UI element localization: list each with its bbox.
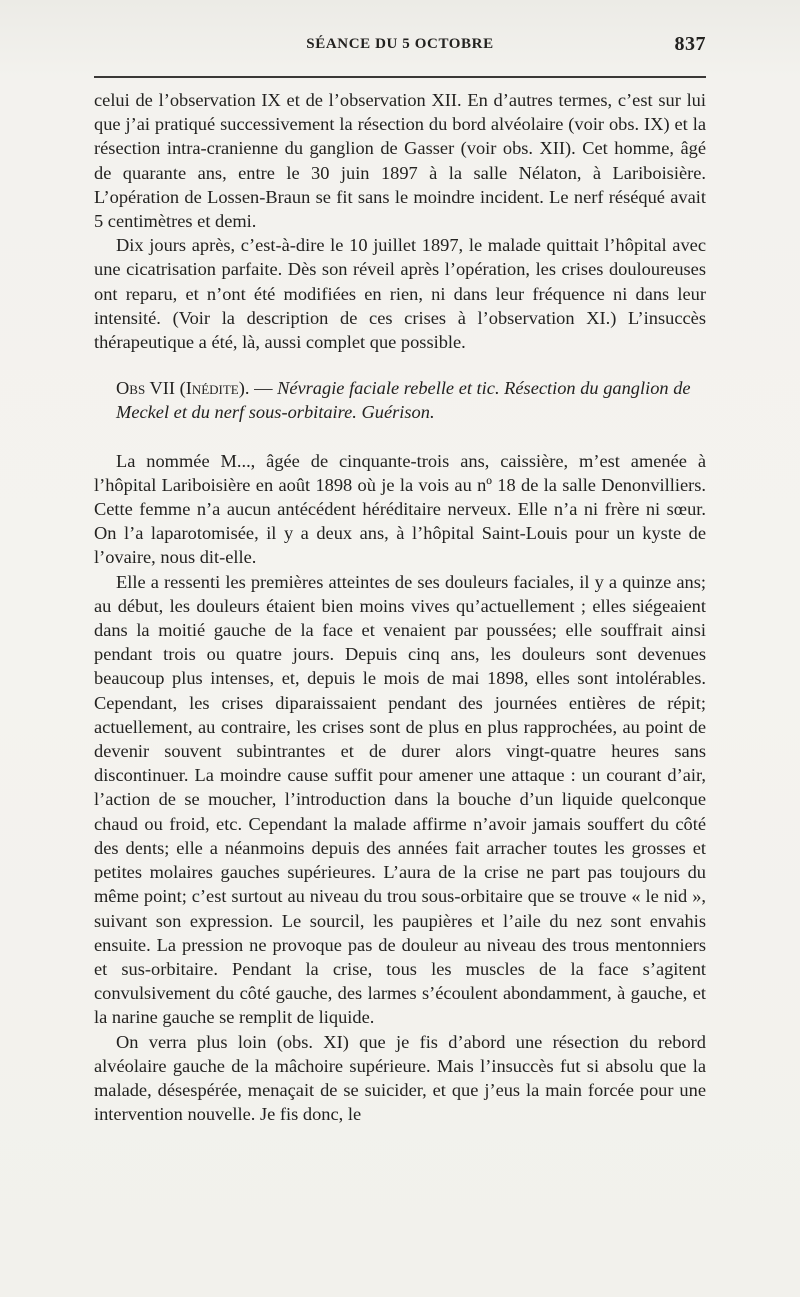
body-text bbox=[94, 88, 706, 1126]
header-rule bbox=[94, 76, 706, 78]
paragraph: La nommée M..., âgée de cinquante-trois ans, caissière, m’est amenée à l’hôpital Lariboisière en août 1898 où je la vois au nº 18 de la salle Denonvilliers. Cette femme n’a aucun antécédent héréditaire nerveux. Elle n’a ni frère ni sœur. On l’a laparotomisée, il y a deux ans, à l’hôpital Saint-Louis pour un kyste de l’ovaire, nous dit-elle. bbox=[94, 450, 706, 568]
observation-heading bbox=[94, 376, 706, 424]
paragraph: Dix jours après, c’est-à-dire le 10 juillet 1897, le malade quittait l’hôpital avec une cicatrisation parfaite. Dès son réveil après l’opération, les crises douloureuses ont reparu, et n’ont été modifiées en rien, ni dans leur fréquence ni dans leur intensité. (Voir la description de ces crises à l’observation XI.) L’insuccès thérapeutique a été, là, aussi complet que possible. bbox=[94, 235, 706, 353]
page-number: 837 bbox=[674, 33, 706, 55]
page-header bbox=[94, 34, 706, 62]
paragraph: celui de l’observation IX et de l’observation XII. En d’autres termes, c’est sur lui que j’ai pratiqué successivement la résection du bord alvéolaire (voir obs. IX) et la résection intra-cranienne du ganglion de Gasser (voir obs. XII). Cet homme, âgé de quarante ans, entre le 30 juin 1897 à la salle Nélaton, à Lariboisière. L’opération de Lossen-Braun se fit sans le moindre incident. Le nerf réséqué avait 5 centimètres et demi. bbox=[94, 90, 706, 232]
paragraph: On verra plus loin (obs. XI) que je fis d’abord une résection du rebord alvéolaire gauche de la mâchoire supérieure. Mais l’insuccès fut si absolu que la malade, désespérée, menaçait de se suicider, et que j’eus la main forcée pour une intervention nouvelle. Je fis donc, le bbox=[94, 1031, 706, 1125]
observation-label: Obs VII (Inédite). — bbox=[116, 378, 278, 399]
paragraph: Elle a ressenti les premières atteintes de ses douleurs faciales, il y a quinze ans; au début, les douleurs étaient bien moins vives qu’actuellement ; elles siégeaient dans la moitié gauche de la face et venaient par poussées; elle souffrait ainsi pendant trois ou quatre jours. Depuis cinq ans, les douleurs sont devenues beaucoup plus intenses, et, depuis le mois de mai 1898, elles sont intolérables. Cependant, les crises diparaissaient pendant des journées entières de répit; actuellement, au contraire, les crises sont de plus en plus rapprochées, au point de devenir souvent subintrantes et de durer alors vingt-quatre heures sans discontinuer. La moindre cause suffit pour amener une attaque : un courant d’air, l’action de se moucher, l’introduction dans la bouche d’un liquide quelconque chaud ou froid, etc. Cependant la malade affirme n’avoir jamais souffert du côté des dents; elle a néanmoins depuis des années fait arracher toutes les grosses et petites molaires gauches supérieures. L’aura de la crise ne part pas toujours du même point; c’est surtout au niveau du trou sous-orbitaire que se trouve « le nid », suivant son expression. Le sourcil, les paupières et l’aile du nez sont envahis ensuite. La pression ne provoque pas de douleur au niveau des trous mentonniers et sus-orbitaire. Pendant la crise, tous les muscles de la face s’agitent convulsivement du côté gauche, des larmes s’écoulent abondamment, à gauche, et la narine gauche se remplit de liquide. bbox=[94, 571, 706, 1028]
running-head: SÉANCE DU 5 OCTOBRE bbox=[306, 36, 494, 52]
observation-title: Névragie faciale rebelle et tic. Résection du ganglion de Meckel et du nerf sous-orbitaire. Guérison. bbox=[116, 378, 691, 423]
